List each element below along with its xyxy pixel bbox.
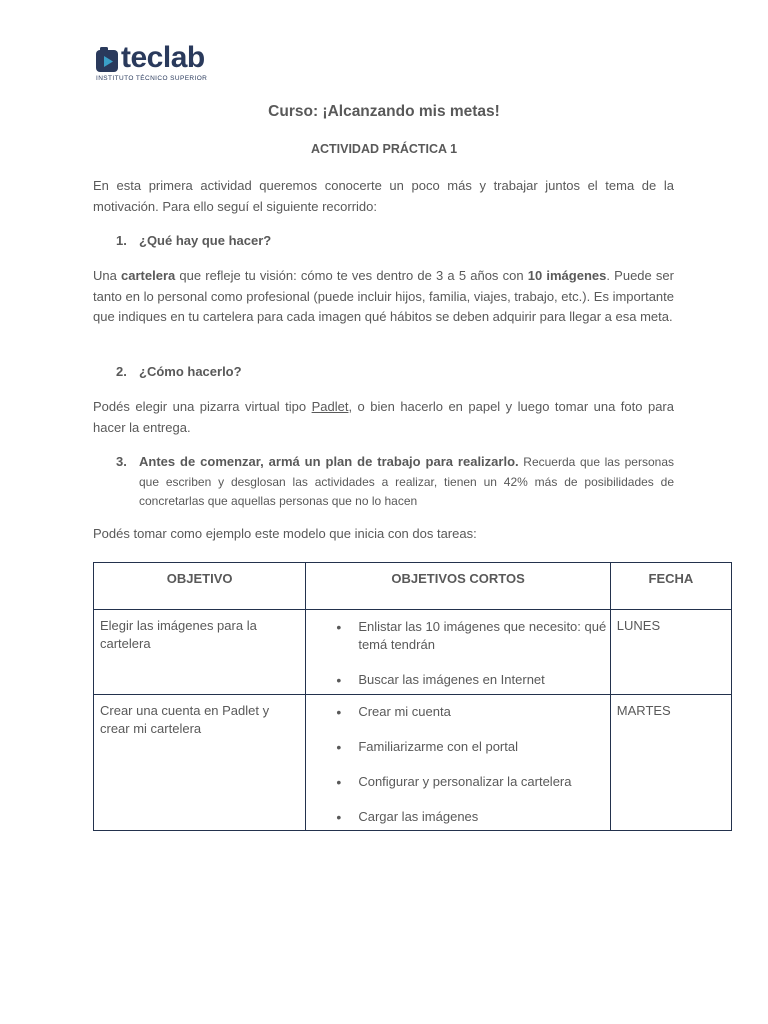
step-1-number: 1. (116, 233, 127, 248)
logo-wordmark: teclab (121, 41, 205, 74)
step-1-text-c: . Puede ser tanto en lo personal como profesional (puede incluir hijos, familia, viajes, trabajo, etc.). Es importante que indiques en tu cartelera para cada imagen qué hábitos se deben adquirir para llegar a esa meta. (93, 268, 674, 324)
activity-subtitle: ACTIVIDAD PRÁCTICA 1 (310, 142, 458, 156)
list-item: • Cargar las imágenes (358, 808, 609, 826)
row-1-fecha: LUNES (616, 618, 661, 633)
step-1-bold-cartelera: cartelera (121, 268, 176, 283)
list-item: • Buscar las imágenes en Internet (358, 671, 609, 689)
step-2-text-b: , o bien hacerlo en papel y luego tomar una foto para hacer la entrega. (93, 399, 674, 435)
list-item: • Configurar y personalizar la cartelera (358, 773, 609, 791)
list-item: • Crear mi cuenta (358, 703, 609, 721)
padlet-link[interactable]: Padlet (311, 399, 349, 414)
row-1-cortos-list (306, 610, 609, 689)
step-1-bold-imagenes: 10 imágenes (527, 268, 607, 283)
step-1-text-b: que refleje tu visión: cómo te ves dentro de 3 a 5 años con (175, 268, 528, 283)
logo-tagline: INSTITUTO TÉCNICO SUPERIOR (96, 75, 208, 82)
header-objetivo: OBJETIVO (94, 563, 306, 610)
step-1-heading (116, 231, 674, 251)
step-3-paragraph (116, 452, 674, 512)
play-logo-icon (96, 47, 118, 73)
work-plan-table (93, 562, 732, 831)
step-2-heading (116, 362, 674, 382)
table-intro: Podés tomar como ejemplo este modelo que inicia con dos tareas: (93, 526, 477, 541)
step-3-rest: Recuerda que las personas que escriben y desglosan las actividades a realizar, tienen un 42% más de posibilidades de concretarlas que aquellas personas que no lo hacen (139, 455, 675, 508)
table-row (94, 610, 732, 695)
course-title: Curso: ¡Alcanzando mis metas! (268, 103, 500, 120)
step-3-number: 3. (116, 454, 127, 469)
step-1-text-a: Una (93, 268, 122, 283)
step-3-text (139, 452, 674, 512)
step-2-text-a: Podés elegir una pizarra virtual tipo (93, 399, 312, 414)
row-2-fecha: MARTES (616, 703, 671, 718)
step-3-bold: Antes de comenzar, armá un plan de trabajo para realizarlo. (139, 454, 519, 469)
step-2-number: 2. (116, 364, 127, 379)
row-2-cortos-list (306, 695, 609, 826)
intro-paragraph: En esta primera actividad queremos conocerte un poco más y trabajar juntos el tema de la motivación. Para ello seguí el siguiente recorrido: (93, 178, 674, 214)
teclab-logo (96, 41, 226, 87)
header-fecha: FECHA (610, 563, 731, 610)
list-item: • Enlistar las 10 imágenes que necesito: qué temá tendrán (358, 618, 609, 654)
step-2-paragraph (93, 397, 674, 438)
step-2-title: ¿Cómo hacerlo? (139, 364, 242, 379)
list-item: • Familiarizarme con el portal (358, 738, 609, 756)
row-2-objetivo: Crear una cuenta en Padlet y crear mi cartelera (100, 703, 270, 736)
table-header-row (94, 563, 732, 610)
header-objetivos-cortos: OBJETIVOS CORTOS (306, 563, 610, 610)
row-1-objetivo: Elegir las imágenes para la cartelera (100, 618, 257, 651)
step-1-title: ¿Qué hay que hacer? (139, 233, 272, 248)
step-1-paragraph (93, 266, 674, 328)
table-row (94, 695, 732, 831)
